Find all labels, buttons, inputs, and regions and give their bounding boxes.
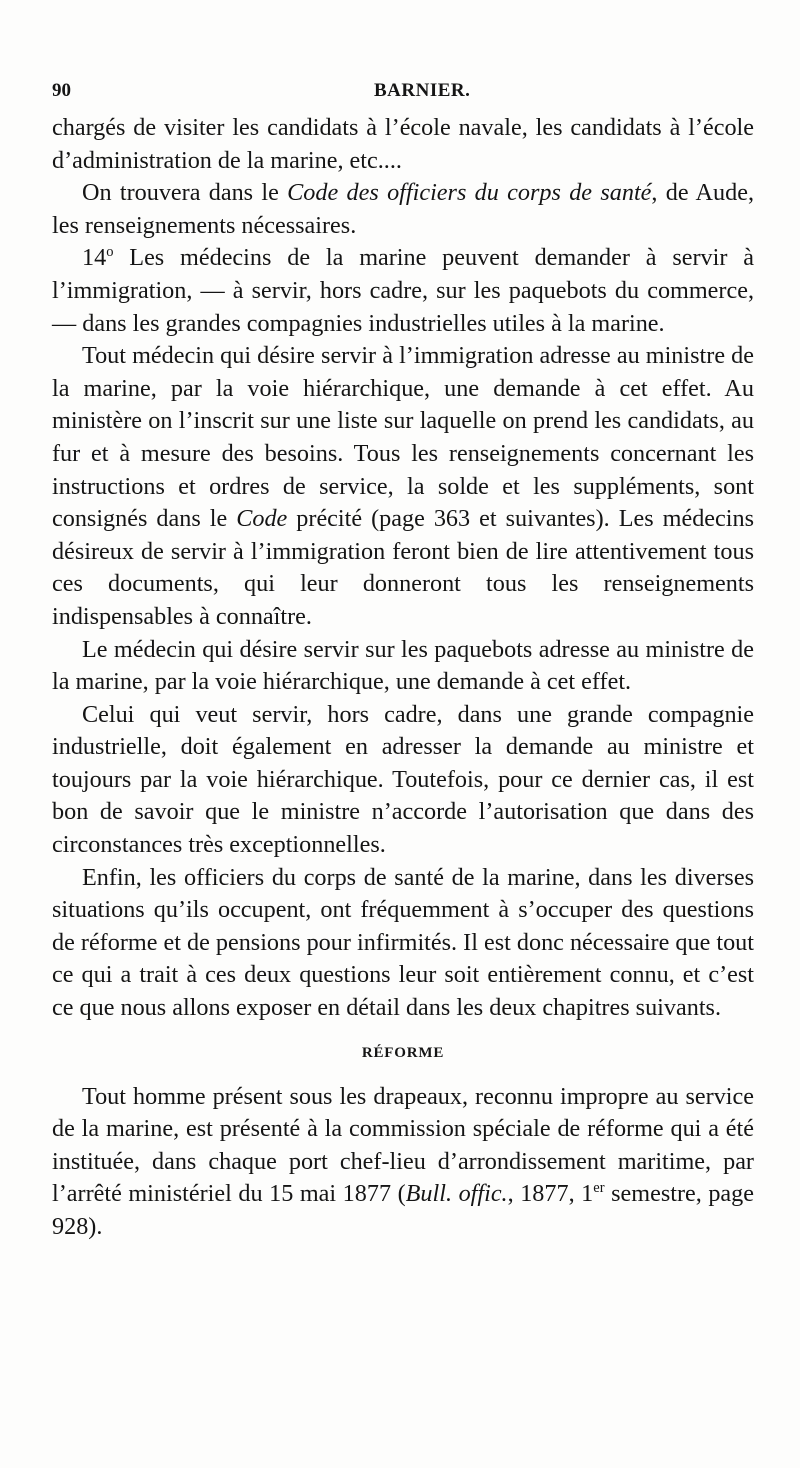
- paragraph-text: , 1877, 1: [507, 1180, 594, 1208]
- paragraph-text: On trouvera dans le: [82, 179, 288, 207]
- paragraph-text: Le médecin qui désire servir sur les paquebots adresse au ministre de la marine, par la voie hiérarchique, une demande à cet effet.: [52, 635, 754, 696]
- ordinal-mark: er: [593, 1180, 605, 1197]
- ordinal-mark: o: [106, 244, 114, 261]
- paragraph-compagnie: [52, 699, 754, 862]
- running-title: BARNIER.: [374, 80, 471, 101]
- paragraph-paquebots: [52, 634, 754, 699]
- paragraph-continuation: [52, 112, 754, 177]
- paragraph-text: Les médecins de la marine peuvent demander à servir à l’immigration, — à servir, hors cadre, sur les paquebots du commerce, — dans les grandes compagnies industrielles utiles à la marine.: [52, 244, 754, 337]
- paragraph-text: Tout homme présent sous les drapeaux, reconnu impropre au service de la marine, est présenté à la commission spéciale de réforme qui a été instituée, dans chaque port chef-lieu d’arrondissement maritime, par l’arrêté ministériel du 15 mai 1877 (: [52, 1082, 754, 1208]
- paragraph-text: Tout médecin qui désire servir à l’immigration adresse au ministre de la marine, par la voie hiérarchique, une demande à cet effet. Au ministère on l’inscrit sur une liste sur laquelle on prend les candidats, au fur et à mesure des besoins. Tous les renseignements concernant les instructions et ordres de service, la solde et les suppléments, sont consignés dans le: [52, 342, 754, 533]
- page-body: [52, 112, 754, 1244]
- paragraph-reforme: [52, 1081, 754, 1244]
- italic-title: Code des officiers du corps de santé: [287, 179, 652, 207]
- paragraph-immigration: [52, 340, 754, 633]
- paragraph-text: Celui qui veut servir, hors cadre, dans une grande compagnie industrielle, doit également en adresser la demande au ministre et toujours par la voie hiérarchique. Toutefois, pour ce dernier cas, il est bon de savoir que le ministre n’accorde l’autorisation que dans des circonstances très exceptionnelles.: [52, 700, 754, 859]
- paragraph-text: Enfin, les officiers du corps de santé de la marine, dans les diverses situations qu’ils occupent, ont fréquemment à s’occuper des questions de réforme et de pensions pour infirmités. Il est donc nécessaire que tout ce qui a trait à ces deux questions leur soit entièrement connu, et c’est ce que nous allons exposer en détail dans les deux chapitres suivants.: [52, 863, 754, 1022]
- paragraph-text: semestre, page 928).: [52, 1180, 754, 1240]
- italic-citation: Bull. offic.: [405, 1180, 508, 1208]
- section-heading: RÉFORME: [361, 1044, 445, 1061]
- paragraph-reforme-intro: [52, 862, 754, 1025]
- paragraph-item-14: [52, 242, 754, 340]
- paragraph-text: , de Aude, les renseignements nécessaires.: [52, 179, 754, 239]
- paragraph-text: chargés de visiter les candidats à l’école navale, les candidats à l’école d’administration de la marine, etc....: [52, 114, 754, 174]
- paragraph-text: précité (page 363 et suivantes). Les médecins désireux de servir à l’immigration feront bien de lire attentivement tous ces documents, qui leur donneront tous les renseignements indispensables à connaître.: [52, 505, 754, 630]
- page-header: [52, 74, 752, 108]
- italic-title: Code: [236, 505, 288, 533]
- page-number: 90: [52, 80, 71, 101]
- item-number: 14: [82, 244, 107, 272]
- paragraph-code-reference: [52, 177, 754, 242]
